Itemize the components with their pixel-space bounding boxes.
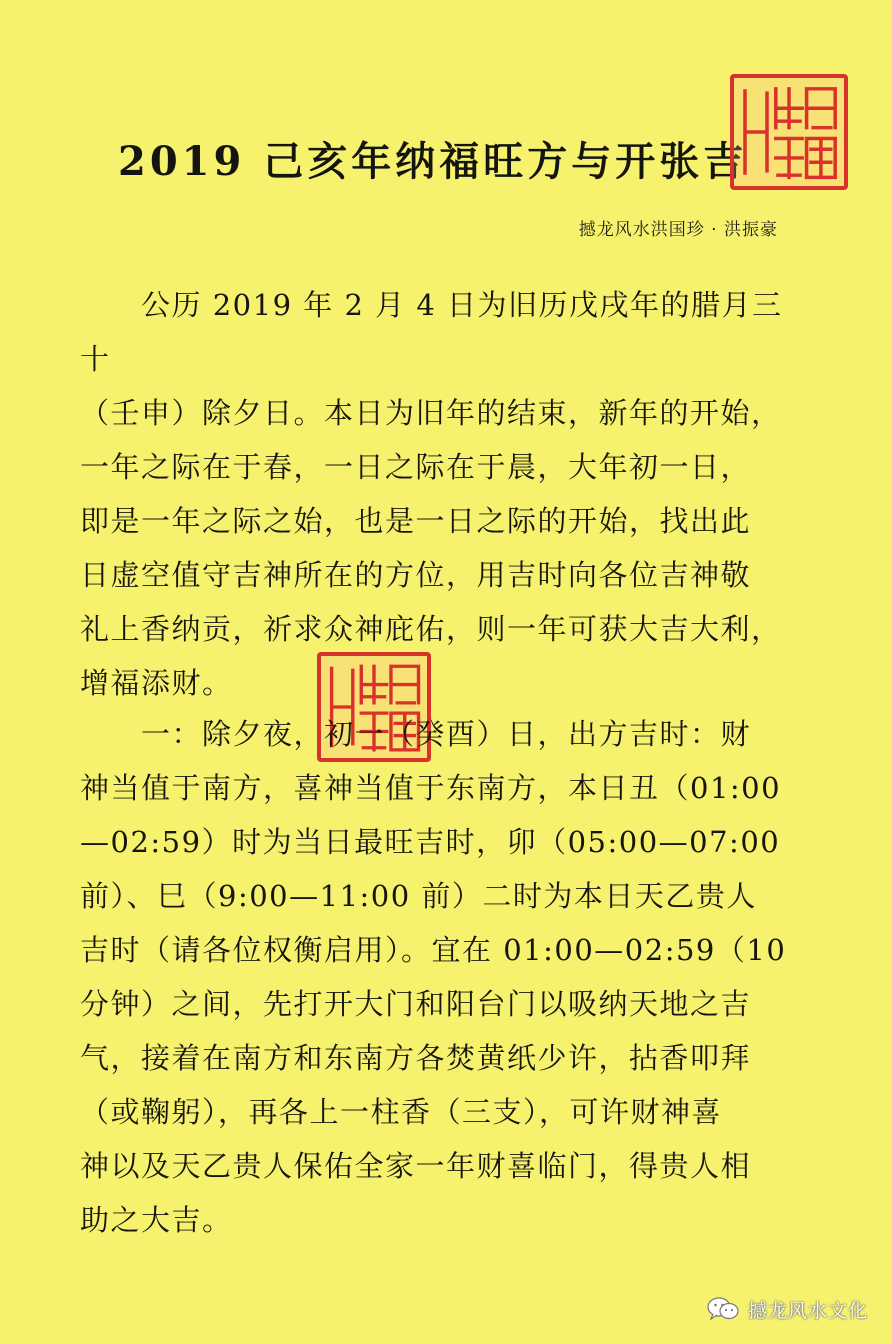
seal-stamp-top [730, 74, 848, 190]
author-line: 撼龙风水洪国珍 · 洪振豪 [578, 220, 778, 240]
paragraph-section-one: 一：除夕夜，初一（癸酉）日，出方吉时：财 神当值于南方，喜神当值于东南方，本日丑（01:00 —02:59）时为当日最旺吉时，卯（05:00—07:00 前）、巳（9:00—11:00 前）二时为本日天乙贵人 吉时（请各位权衡启用）。宜在 01:00—02:59（10 分钟）之间，先打开大门和阳台门以吸纳天地之吉 气，接着在南方和东南方各焚黄纸少许，拈香叩拜 （或鞠躬），再各上一柱香（三支），可许财神喜 神以及天乙贵人保佑全家一年财喜临门，得贵人相 助之大吉。 [80, 717, 787, 1237]
wechat-icon [706, 1296, 740, 1322]
document-title: 2019 己亥年纳福旺方与开张吉 [118, 138, 748, 185]
paragraph-intro: 公历 2019 年 2 月 4 日为旧历戊戌年的腊月三十 （壬申）除夕日。本日为旧年的结束，新年的开始， 一年之际在于春，一日之际在于晨，大年初一日， 即是一年之际之始，也是一日之际的开始，找出此 日虚空值守吉神所在的方位，用吉时向各位吉神敬 礼上香纳贡，祈求众神庇佑，则一年可获大吉大利， 增福添财。 [80, 288, 783, 700]
watermark-text: 撼龙风水文化 [747, 1299, 868, 1322]
watermark [706, 1291, 868, 1327]
